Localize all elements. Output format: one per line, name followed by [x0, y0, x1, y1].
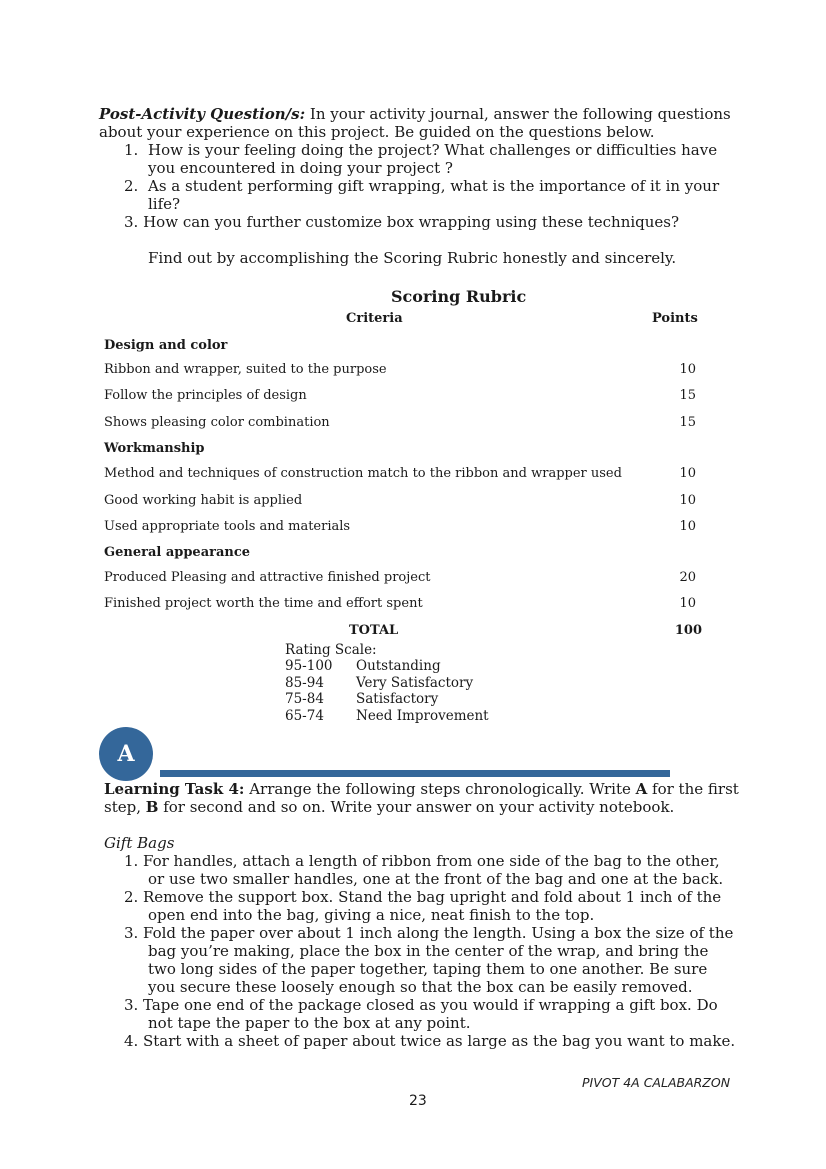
- gift-bags-subtitle: Gift Bags: [104, 834, 175, 852]
- rating-scale-label: Rating Scale:: [285, 642, 377, 658]
- rubric-points: 15: [679, 388, 696, 403]
- learning-task-line1: Learning Task 4: Arrange the following steps chronologically. Write A for the first: [104, 780, 739, 798]
- step-4-num: 3.: [124, 996, 139, 1014]
- rating-range: 65-74: [285, 708, 324, 724]
- rubric-col-criteria: Criteria: [346, 311, 403, 326]
- post-activity-intro: Post-Activity Question/s: In your activity journal, answer the following questions: [99, 105, 731, 123]
- question-1-line2: you encountered in doing your project ?: [148, 159, 453, 177]
- question-1-num: 1.: [124, 141, 139, 159]
- step-4-line: Tape one end of the package closed as you would if wrapping a gift box. Do: [143, 996, 718, 1014]
- rating-desc: Satisfactory: [356, 691, 439, 707]
- rating-desc: Need Improvement: [356, 708, 489, 724]
- step-1-line: For handles, attach a length of ribbon from one side of the bag to the other,: [143, 852, 720, 870]
- rating-desc: Very Satisfactory: [356, 675, 474, 691]
- section-divider-bar: [160, 770, 670, 777]
- step-3-line: Fold the paper over about 1 inch along the length. Using a box the size of the: [143, 924, 734, 942]
- rubric-points: 15: [679, 415, 696, 430]
- find-out-text: Find out by accomplishing the Scoring Rubric honestly and sincerely.: [148, 249, 677, 267]
- section-badge-a: A: [99, 727, 153, 781]
- rubric-section-heading: Design and color: [104, 338, 228, 353]
- rubric-criterion: Method and techniques of construction match to the ribbon and wrapper used: [104, 466, 622, 481]
- step-5-line: Start with a sheet of paper about twice as large as the bag you want to make.: [143, 1032, 736, 1050]
- rating-range: 85-94: [285, 675, 324, 691]
- step-2-line: open end into the bag, giving a nice, neat finish to the top.: [148, 906, 595, 924]
- question-2-num: 2.: [124, 177, 139, 195]
- rating-desc: Outstanding: [356, 658, 441, 674]
- rubric-criterion: Ribbon and wrapper, suited to the purpose: [104, 362, 387, 377]
- rating-range: 75-84: [285, 691, 324, 707]
- step-2-num: 2.: [124, 888, 139, 906]
- rubric-criterion: Produced Pleasing and attractive finished project: [104, 570, 431, 585]
- rubric-criterion: Good working habit is applied: [104, 493, 303, 508]
- rubric-total-points: 100: [674, 623, 702, 638]
- step-3-line: bag you’re making, place the box in the center of the wrap, and bring the: [148, 942, 709, 960]
- rubric-col-points: Points: [652, 311, 698, 326]
- rubric-criterion: Shows pleasing color combination: [104, 415, 330, 430]
- question-2-line1: As a student performing gift wrapping, what is the importance of it in your: [148, 177, 720, 195]
- step-5-num: 4.: [124, 1032, 139, 1050]
- rubric-points: 20: [679, 570, 696, 585]
- rubric-title: Scoring Rubric: [391, 287, 527, 306]
- rubric-criterion: Used appropriate tools and materials: [104, 519, 351, 534]
- step-1-line: or use two smaller handles, one at the front of the bag and one at the back.: [148, 870, 724, 888]
- rating-range: 95-100: [285, 658, 333, 674]
- rubric-criterion: Follow the principles of design: [104, 388, 307, 403]
- learning-task-line2: step, B for second and so on. Write your answer on your activity notebook.: [104, 798, 675, 816]
- rubric-criterion: Finished project worth the time and effort spent: [104, 596, 423, 611]
- question-2-line2: life?: [148, 195, 181, 213]
- rubric-section-heading: General appearance: [104, 545, 251, 560]
- footer-brand: PIVOT 4A CALABARZON: [582, 1075, 731, 1090]
- step-3-num: 3.: [124, 924, 139, 942]
- question-1-line1: How is your feeling doing the project? What challenges or difficulties have: [148, 141, 718, 159]
- question-3: 3. How can you further customize box wrapping using these techniques?: [124, 213, 680, 231]
- rubric-points: 10: [679, 519, 696, 534]
- rubric-total-label: TOTAL: [349, 623, 399, 638]
- post-activity-lead: Post-Activity Question/s:: [99, 105, 306, 123]
- rubric-points: 10: [679, 493, 696, 508]
- page-number: 23: [409, 1093, 427, 1109]
- step-1-num: 1.: [124, 852, 139, 870]
- rubric-points: 10: [679, 596, 696, 611]
- step-2-line: Remove the support box. Stand the bag upright and fold about 1 inch of the: [143, 888, 722, 906]
- step-3-line: two long sides of the paper together, taping them to one another. Be sure: [148, 960, 708, 978]
- learning-task-lead: Learning Task 4:: [104, 780, 245, 798]
- post-activity-intro-line2: about your experience on this project. Be guided on the questions below.: [99, 123, 655, 141]
- rubric-points: 10: [679, 362, 696, 377]
- rubric-points: 10: [679, 466, 696, 481]
- rubric-section-heading: Workmanship: [104, 441, 205, 456]
- step-4-line: not tape the paper to the box at any point.: [148, 1014, 471, 1032]
- step-3-line: you secure these loosely enough so that the box can be easily removed.: [148, 978, 693, 996]
